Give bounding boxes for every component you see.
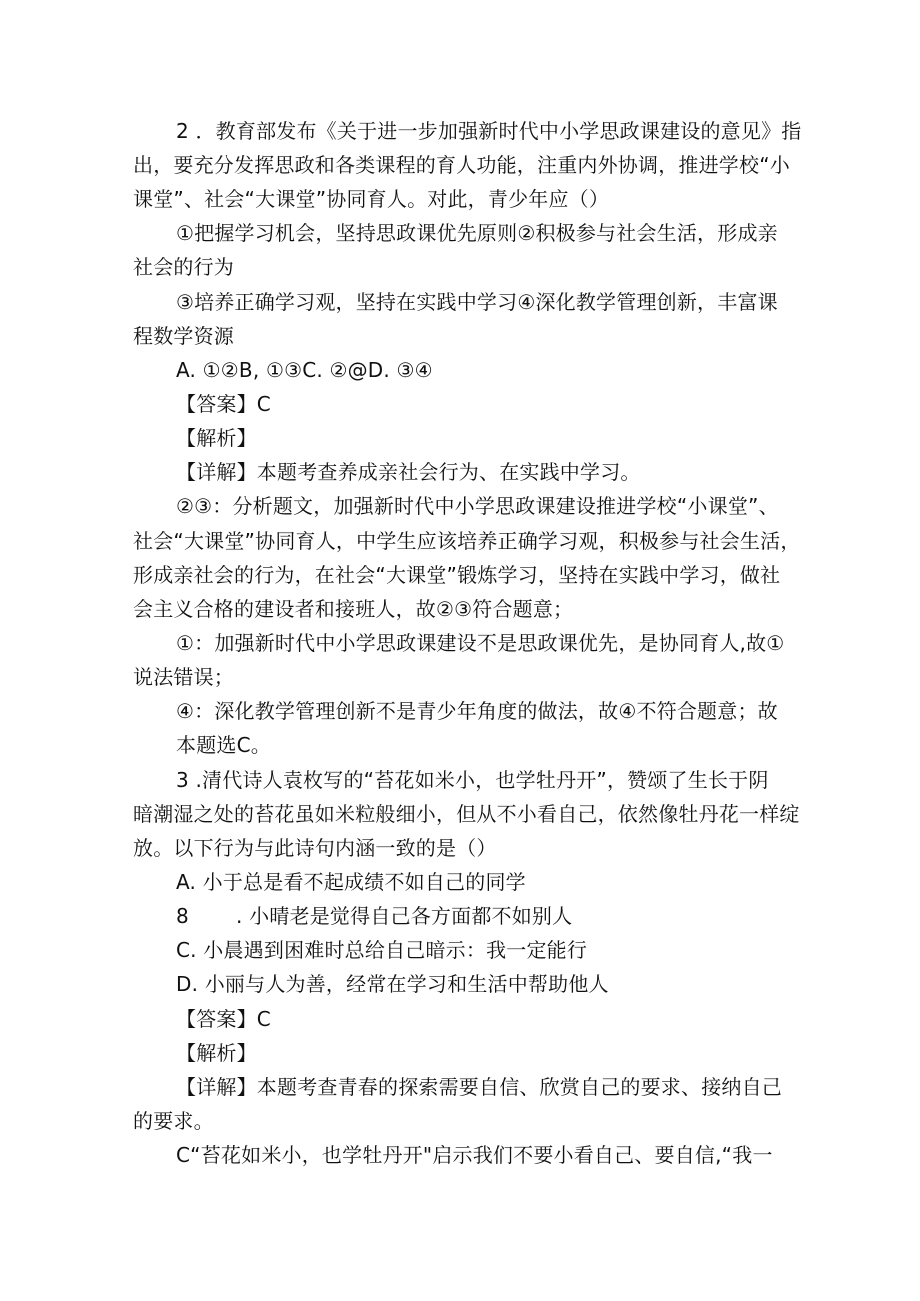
q3-option-d: D. 小丽与人为善，经常在学习和生活中帮助他人: [176, 972, 609, 996]
q2-answer: 【答案】C: [176, 392, 271, 416]
q3-stem-line-2: 暗潮湿之处的苔花虽如米粒般细小，但从不小看自己，依然像牡丹花一样绽: [133, 802, 800, 826]
q2-stem-line-1: 2 ．教育部发布《关于进一步加强新时代中小学思政课建设的意见》指: [176, 119, 802, 143]
q2-explanation-line-7: ④：深化教学管理创新不是青少年角度的做法，故④不符合题意；故: [176, 699, 778, 723]
q3-answer: 【答案】C: [176, 1007, 271, 1031]
q3-analysis-heading: 【解析】: [176, 1041, 257, 1065]
q3-detail-line-1: 【详解】本题考查青春的探索需要自信、欣赏自己的要求、接纳自己: [176, 1075, 782, 1099]
q3-option-b-text: . 小晴老是觉得自己各方面都不如别人: [236, 904, 573, 928]
q2-explanation-line-1: ②③：分析题文，加强新时代中小学思政课建设推进学校“小课堂”、: [176, 494, 779, 518]
q3-option-b: [176, 899, 572, 933]
q2-analysis-heading: 【解析】: [176, 426, 257, 450]
q3-stem-line-3: 放。以下行为与此诗句内涵一致的是（）: [133, 836, 497, 860]
q2-stem-line-2: 出，要充分发挥思政和各类课程的育人功能，注重内外协调，推进学校“小: [133, 153, 790, 177]
q3-option-a: A. 小于总是看不起成绩不如自己的同学: [176, 870, 526, 894]
q2-explanation-line-2: 社会“大课堂”协同育人，中学生应该培养正确学习观，积极参与社会生活，: [133, 529, 801, 553]
q2-explanation-line-3: 形成亲社会的行为，在社会“大课堂”锻炼学习，坚持在实践中学习，做社: [133, 563, 781, 587]
q3-option-b-number: 8: [176, 904, 189, 928]
q2-statement-line-1: ①把握学习机会，坚持思政课优先原则②积极参与社会生活，形成亲: [176, 221, 778, 245]
q2-explanation-line-6: 说法错误；: [133, 665, 234, 689]
q2-conclusion: 本题选C。: [176, 733, 271, 757]
q2-explanation-line-4: 会主义合格的建设者和接班人，故②③符合题意；: [133, 597, 574, 621]
q2-explanation-line-5: ①：加强新时代中小学思政课建设不是思政课优先，是协同育人,故①: [176, 631, 785, 655]
q2-options: A. ①②B, ①③C. ②@D. ③④: [176, 358, 433, 382]
q2-statement-line-4: 程数学资源: [133, 324, 234, 348]
q2-statement-line-2: 社会的行为: [133, 255, 234, 279]
q3-detail-line-2: 的要求。: [133, 1109, 214, 1133]
q2-statement-line-3: ③培养正确学习观，坚持在实践中学习④深化教学管理创新，丰富课: [176, 290, 778, 314]
q3-explanation-line-1: C“苔花如米小，也学牡丹开"启示我们不要小看自己、要自信,“我一: [176, 1143, 773, 1167]
q2-detail: 【详解】本题考查养成亲社会行为、在实践中学习。: [176, 460, 641, 484]
q3-option-c: C. 小晨遇到困难时总给自己暗示：我一定能行: [176, 938, 588, 962]
q3-stem-line-1: 3 .清代诗人袁枚写的“苔花如米小，也学牡丹开”，赞颂了生长于阴: [176, 768, 769, 792]
q2-stem-line-3: 课堂”、社会“大课堂”协同育人。对此，青少年应（）: [133, 187, 610, 211]
